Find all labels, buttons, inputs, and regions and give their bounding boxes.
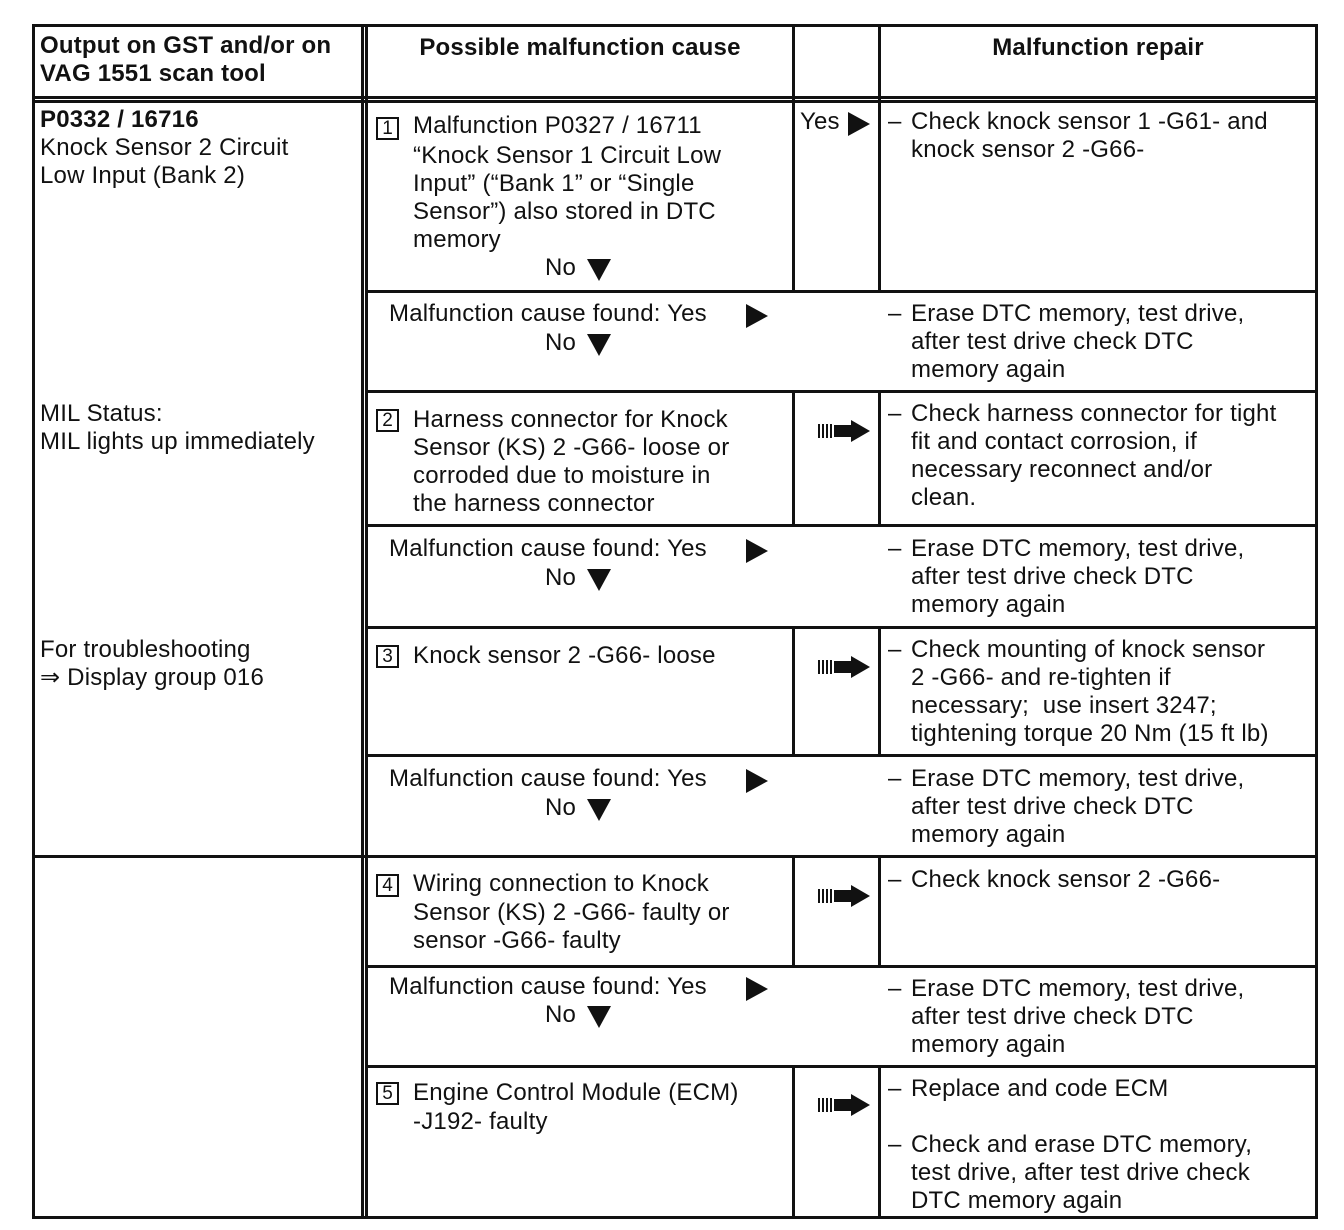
row-divider xyxy=(365,965,1318,968)
step-1-cause-line4: Sensor”) also stored in DTC xyxy=(413,198,716,225)
step-number-1: 1 xyxy=(376,117,399,140)
erase-repair-line3: memory again xyxy=(911,1031,1066,1058)
arrow-right-icon xyxy=(818,420,870,442)
dtc-description-line2: Low Input (Bank 2) xyxy=(40,162,246,189)
step-1-branch-yes: Yes xyxy=(800,108,840,135)
erase-repair-line2: after test drive check DTC xyxy=(911,793,1194,820)
step-4-cause-line3: sensor -G66- faulty xyxy=(413,927,621,954)
step-5-repair2-line2: test drive, after test drive check xyxy=(911,1159,1250,1186)
step-2-repair-line4: clean. xyxy=(911,484,977,511)
row-divider xyxy=(365,1065,1318,1068)
step-2-repair-line1: Check harness connector for tight xyxy=(911,400,1277,427)
down-triangle-icon xyxy=(587,334,611,356)
found-label: Malfunction cause found: Yes xyxy=(389,300,707,327)
bullet-dash: – xyxy=(888,866,902,893)
column-divider xyxy=(792,626,795,756)
troubleshooting-label: For troubleshooting xyxy=(40,636,251,663)
step-2-cause-line3: corroded due to moisture in xyxy=(413,462,711,489)
step-5-cause-line1: Engine Control Module (ECM) xyxy=(413,1079,739,1106)
found-no: No xyxy=(545,564,577,591)
bullet-dash: – xyxy=(888,765,902,792)
erase-repair-line3: memory again xyxy=(911,591,1066,618)
erase-repair-line1: Erase DTC memory, test drive, xyxy=(911,765,1245,792)
header-divider xyxy=(32,100,1318,103)
step-2-cause-line2: Sensor (KS) 2 -G66- loose or xyxy=(413,434,730,461)
step-number-5: 5 xyxy=(376,1082,399,1105)
right-triangle-icon xyxy=(746,769,768,793)
column-divider xyxy=(878,390,881,526)
troubleshooting-link[interactable]: ⇒ Display group 016 xyxy=(40,664,265,691)
bullet-dash: – xyxy=(888,535,902,562)
step-2-repair-line2: fit and contact corrosion, if xyxy=(911,428,1197,455)
found-label: Malfunction cause found: Yes xyxy=(389,535,707,562)
bullet-dash: – xyxy=(888,636,902,663)
column-divider xyxy=(365,24,368,1219)
column-divider xyxy=(878,855,881,967)
row-divider xyxy=(32,855,1318,858)
arrow-right-icon xyxy=(818,656,870,678)
bullet-dash: – xyxy=(888,1131,902,1158)
right-triangle-icon xyxy=(746,304,768,328)
row-divider xyxy=(365,390,1318,393)
table-border-bottom xyxy=(32,1216,1318,1219)
bullet-dash: – xyxy=(888,108,902,135)
erase-repair-line3: memory again xyxy=(911,356,1066,383)
column-divider xyxy=(792,24,795,100)
found-label: Malfunction cause found: Yes xyxy=(389,765,707,792)
step-1-cause-line1: Malfunction P0327 / 16711 xyxy=(413,112,702,139)
step-1-repair-line2: knock sensor 2 -G66- xyxy=(911,136,1145,163)
found-no: No xyxy=(545,329,577,356)
step-3-cause-line1: Knock sensor 2 -G66- loose xyxy=(413,642,716,669)
row-divider xyxy=(365,754,1318,757)
erase-repair-line2: after test drive check DTC xyxy=(911,1003,1194,1030)
column-divider xyxy=(878,626,881,756)
erase-repair-line1: Erase DTC memory, test drive, xyxy=(911,300,1245,327)
step-number-2: 2 xyxy=(376,409,399,432)
column-divider xyxy=(792,855,795,967)
bullet-dash: – xyxy=(888,975,902,1002)
erase-repair-line3: memory again xyxy=(911,821,1066,848)
step-4-cause-line2: Sensor (KS) 2 -G66- faulty or xyxy=(413,899,730,926)
table-border-right xyxy=(1315,24,1318,1219)
down-triangle-icon xyxy=(587,259,611,281)
step-2-cause-line4: the harness connector xyxy=(413,490,655,517)
header-possible-cause: Possible malfunction cause xyxy=(419,34,741,61)
row-divider xyxy=(365,626,1318,629)
mil-status-value: MIL lights up immediately xyxy=(40,428,315,455)
step-number-3: 3 xyxy=(376,645,399,668)
step-5-cause-line2: -J192- faulty xyxy=(413,1108,548,1135)
step-1-cause-line5: memory xyxy=(413,226,501,253)
right-triangle-icon xyxy=(848,112,870,136)
down-triangle-icon xyxy=(587,799,611,821)
table-border-top xyxy=(32,24,1318,27)
step-2-cause-line1: Harness connector for Knock xyxy=(413,406,728,433)
down-triangle-icon xyxy=(587,1006,611,1028)
mil-status-label: MIL Status: xyxy=(40,400,163,427)
row-divider xyxy=(365,524,1318,527)
step-4-repair-line1: Check knock sensor 2 -G66- xyxy=(911,866,1221,893)
step-3-repair-line2: 2 -G66- and re-tighten if xyxy=(911,664,1171,691)
column-divider xyxy=(878,100,881,292)
step-3-repair-line4: tightening torque 20 Nm (15 ft lb) xyxy=(911,720,1269,747)
right-triangle-icon xyxy=(746,539,768,563)
step-1-branch-no: No xyxy=(545,254,577,281)
column-divider xyxy=(792,100,795,292)
header-output-line1: Output on GST and/or on xyxy=(40,32,332,59)
table-border-left xyxy=(32,24,35,1219)
column-divider xyxy=(878,1065,881,1219)
step-5-repair2-line1: Check and erase DTC memory, xyxy=(911,1131,1253,1158)
step-number-4: 4 xyxy=(376,874,399,897)
row-divider xyxy=(365,290,1318,293)
step-2-repair-line3: necessary reconnect and/or xyxy=(911,456,1213,483)
dtc-description-line1: Knock Sensor 2 Circuit xyxy=(40,134,289,161)
column-divider xyxy=(361,24,364,1219)
step-1-repair-line1: Check knock sensor 1 -G61- and xyxy=(911,108,1268,135)
header-output-line2: VAG 1551 scan tool xyxy=(40,60,266,87)
down-triangle-icon xyxy=(587,569,611,591)
bullet-dash: – xyxy=(888,1075,902,1102)
found-no: No xyxy=(545,794,577,821)
step-1-cause-line2: “Knock Sensor 1 Circuit Low xyxy=(413,142,722,169)
step-5-repair2-line3: DTC memory again xyxy=(911,1187,1123,1214)
dtc-code: P0332 / 16716 xyxy=(40,106,199,133)
column-divider xyxy=(792,390,795,526)
step-3-repair-line1: Check mounting of knock sensor xyxy=(911,636,1266,663)
bullet-dash: – xyxy=(888,300,902,327)
column-divider xyxy=(792,1065,795,1219)
right-triangle-icon xyxy=(746,977,768,1001)
erase-repair-line1: Erase DTC memory, test drive, xyxy=(911,535,1245,562)
header-divider xyxy=(32,96,1318,99)
erase-repair-line2: after test drive check DTC xyxy=(911,563,1194,590)
found-label: Malfunction cause found: Yes xyxy=(389,973,707,1000)
header-malfunction-repair: Malfunction repair xyxy=(992,34,1204,61)
erase-repair-line2: after test drive check DTC xyxy=(911,328,1194,355)
step-4-cause-line1: Wiring connection to Knock xyxy=(413,870,710,897)
step-3-repair-line3: necessary; use insert 3247; xyxy=(911,692,1217,719)
arrow-right-icon xyxy=(818,1094,870,1116)
bullet-dash: – xyxy=(888,400,902,427)
step-1-cause-line3: Input” (“Bank 1” or “Single xyxy=(413,170,695,197)
step-5-repair-line1: Replace and code ECM xyxy=(911,1075,1169,1102)
arrow-right-icon xyxy=(818,885,870,907)
erase-repair-line1: Erase DTC memory, test drive, xyxy=(911,975,1245,1002)
found-no: No xyxy=(545,1001,577,1028)
